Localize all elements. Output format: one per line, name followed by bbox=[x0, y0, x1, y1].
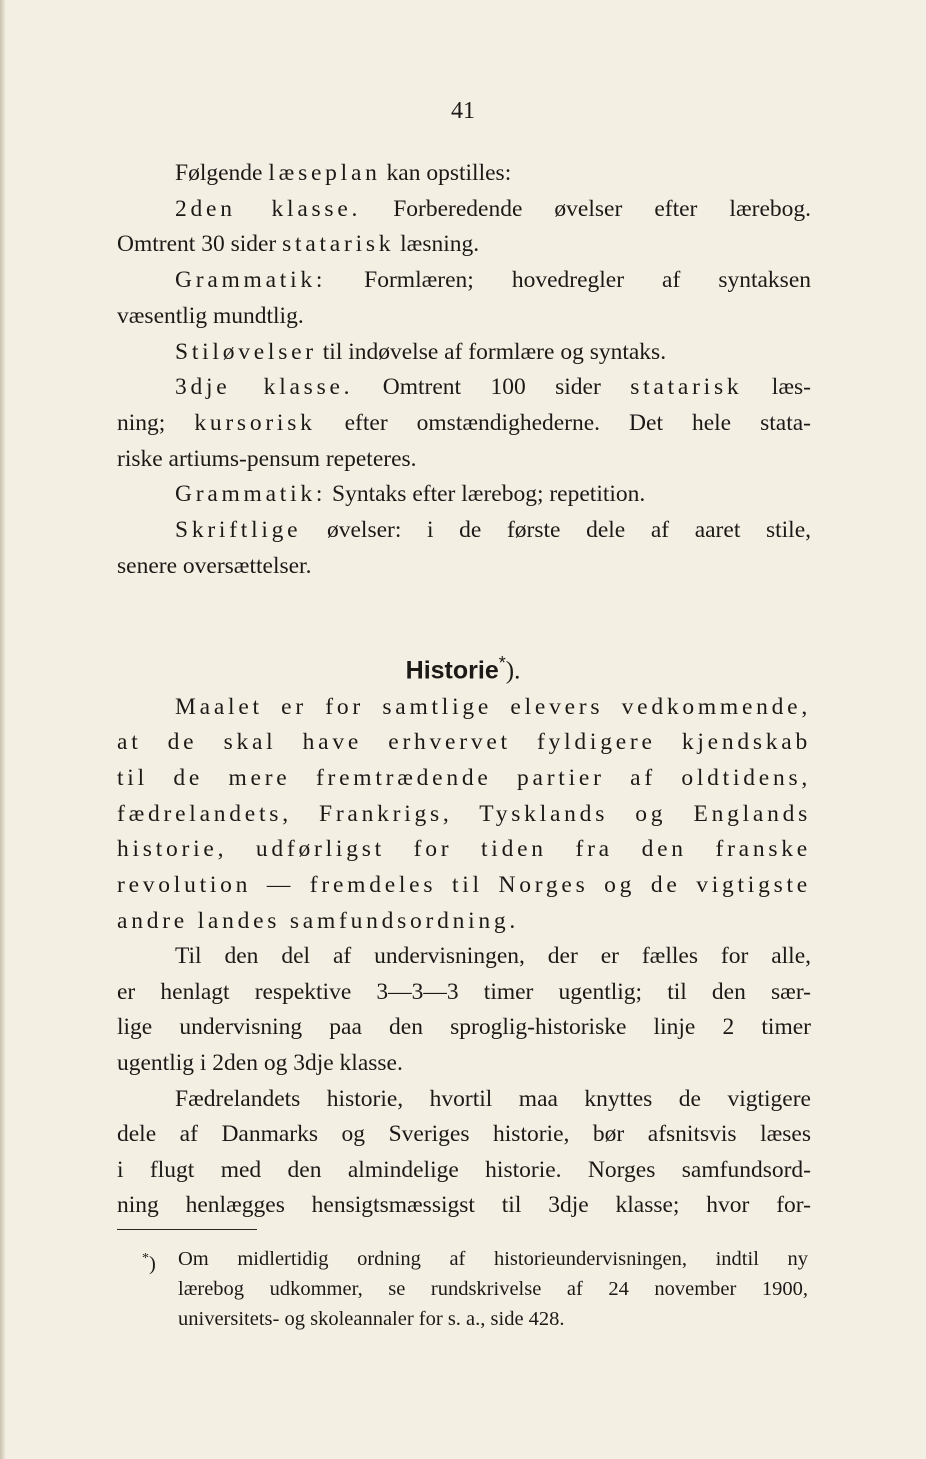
text-line bbox=[175, 512, 811, 548]
footnote-line: lærebog udkommer, se rundskrivelse af 24 november 1900, bbox=[178, 1278, 808, 1300]
text-segment: ning; bbox=[117, 410, 195, 436]
text-line bbox=[117, 441, 811, 477]
text-line bbox=[117, 1152, 811, 1188]
text-segment: Omtrent 30 sider bbox=[117, 231, 283, 257]
spaced-text: kursorisk bbox=[194, 410, 316, 436]
text-segment: læs- bbox=[742, 374, 811, 400]
text-segment: læsning. bbox=[394, 231, 480, 257]
spaced-text: andre landes samfundsordning. bbox=[117, 908, 520, 934]
text-line bbox=[117, 903, 811, 939]
spaced-text: statarisk bbox=[630, 374, 743, 400]
text-line bbox=[117, 796, 811, 832]
spaced-text: historie, udførligst for tiden fra den franske bbox=[117, 836, 811, 862]
spaced-text: Maalet er for samtlige elevers vedkommende, bbox=[175, 694, 811, 720]
text-line bbox=[117, 1116, 811, 1152]
spaced-text: 3dje klasse. bbox=[175, 374, 354, 400]
footnote-marker-paren: ) bbox=[149, 1252, 156, 1275]
text-line bbox=[117, 831, 811, 867]
text-line bbox=[175, 1081, 811, 1117]
spaced-text: Stiløvelser bbox=[175, 339, 317, 365]
footnote-marker bbox=[142, 1244, 156, 1279]
text-segment: riske artiums-pensum repeteres. bbox=[117, 446, 417, 472]
text-line bbox=[117, 1187, 811, 1223]
text-line bbox=[117, 867, 811, 903]
footnote-marker-star: * bbox=[142, 1251, 149, 1266]
text-line bbox=[117, 405, 811, 441]
text-segment: væsentlig mundtlig. bbox=[117, 303, 304, 329]
text-segment: Formlæren; hovedregler af syntaksen bbox=[326, 267, 811, 293]
text-line bbox=[175, 938, 811, 974]
heading-footnote-mark: * bbox=[498, 653, 506, 673]
text-segment: Omtrent 100 sider bbox=[353, 374, 631, 400]
text-line bbox=[117, 760, 811, 796]
text-line bbox=[117, 298, 811, 334]
spaced-text: Grammatik: bbox=[175, 481, 327, 507]
spaced-text: Skriftlige bbox=[175, 517, 302, 543]
page-edge-shadow bbox=[0, 0, 6, 1459]
heading-suffix: ). bbox=[505, 657, 521, 685]
text-line bbox=[175, 476, 811, 512]
text-line bbox=[117, 974, 811, 1010]
text-line bbox=[175, 334, 811, 370]
spaced-text: til de mere fremtrædende partier af oldtidens, bbox=[117, 765, 811, 791]
text-line bbox=[175, 369, 811, 405]
text-segment: efter omstændighederne. Det hele stata- bbox=[315, 410, 811, 436]
text-segment: ugentlig i 2den og 3dje klasse. bbox=[117, 1050, 403, 1076]
text-segment: Til den del af undervisningen, der er fælles for alle, bbox=[175, 943, 811, 969]
text-line bbox=[175, 689, 811, 725]
text-segment: Syntaks efter lærebog; repetition. bbox=[326, 481, 646, 507]
text-segment: Forberedende øvelser efter lærebog. bbox=[361, 196, 811, 222]
text-segment: Følgende bbox=[175, 160, 269, 186]
text-segment: ning henlægges hensigtsmæssigst til 3dje klasse; hvor for- bbox=[117, 1192, 811, 1218]
text-segment: øvelser: i de første dele af aaret stile, bbox=[301, 517, 811, 543]
text-segment: dele af Danmarks og Sveriges historie, bør afsnitsvis læses bbox=[117, 1121, 811, 1147]
spaced-text: Grammatik: bbox=[175, 267, 327, 293]
footnote-rule bbox=[117, 1229, 257, 1230]
text-line bbox=[175, 262, 811, 298]
page-number: 41 bbox=[451, 98, 475, 124]
text-segment: til indøvelse af formlære og syntaks. bbox=[316, 339, 667, 365]
text-segment: i flugt med den almindelige historie. Norges samfundsord- bbox=[117, 1157, 811, 1183]
text-line bbox=[175, 155, 811, 191]
spaced-text: læseplan bbox=[268, 160, 381, 186]
text-segment: senere oversættelser. bbox=[117, 553, 312, 579]
footnote-line: universitets- og skoleannaler for s. a., side 428. bbox=[178, 1308, 565, 1330]
spaced-text: revolution — fremdeles til Norges og de vigtigste bbox=[117, 872, 811, 898]
section-heading bbox=[0, 645, 926, 689]
spaced-text: at de skal have erhvervet fyldigere kjendskab bbox=[117, 729, 811, 755]
text-line bbox=[117, 1009, 811, 1045]
spaced-text: fædrelandets, Frankrigs, Tysklands og Englands bbox=[117, 801, 811, 827]
text-line bbox=[117, 724, 811, 760]
text-segment: kan opstilles: bbox=[380, 160, 512, 186]
heading-title: Historie bbox=[405, 656, 499, 685]
spaced-text: statarisk bbox=[282, 231, 395, 257]
text-line bbox=[117, 226, 811, 262]
text-line bbox=[175, 191, 811, 227]
footnote-line: Om midlertidig ordning af historieundervisningen, indtil ny bbox=[178, 1248, 808, 1270]
text-line bbox=[117, 1045, 811, 1081]
text-line bbox=[117, 548, 811, 584]
text-segment: lige undervisning paa den sproglig-historiske linje 2 timer bbox=[117, 1014, 811, 1040]
spaced-text: 2den klasse. bbox=[175, 196, 362, 222]
text-segment: Fædrelandets historie, hvortil maa knyttes de vigtigere bbox=[175, 1086, 811, 1112]
text-segment: er henlagt respektive 3—3—3 timer ugentlig; til den sær- bbox=[117, 979, 811, 1005]
